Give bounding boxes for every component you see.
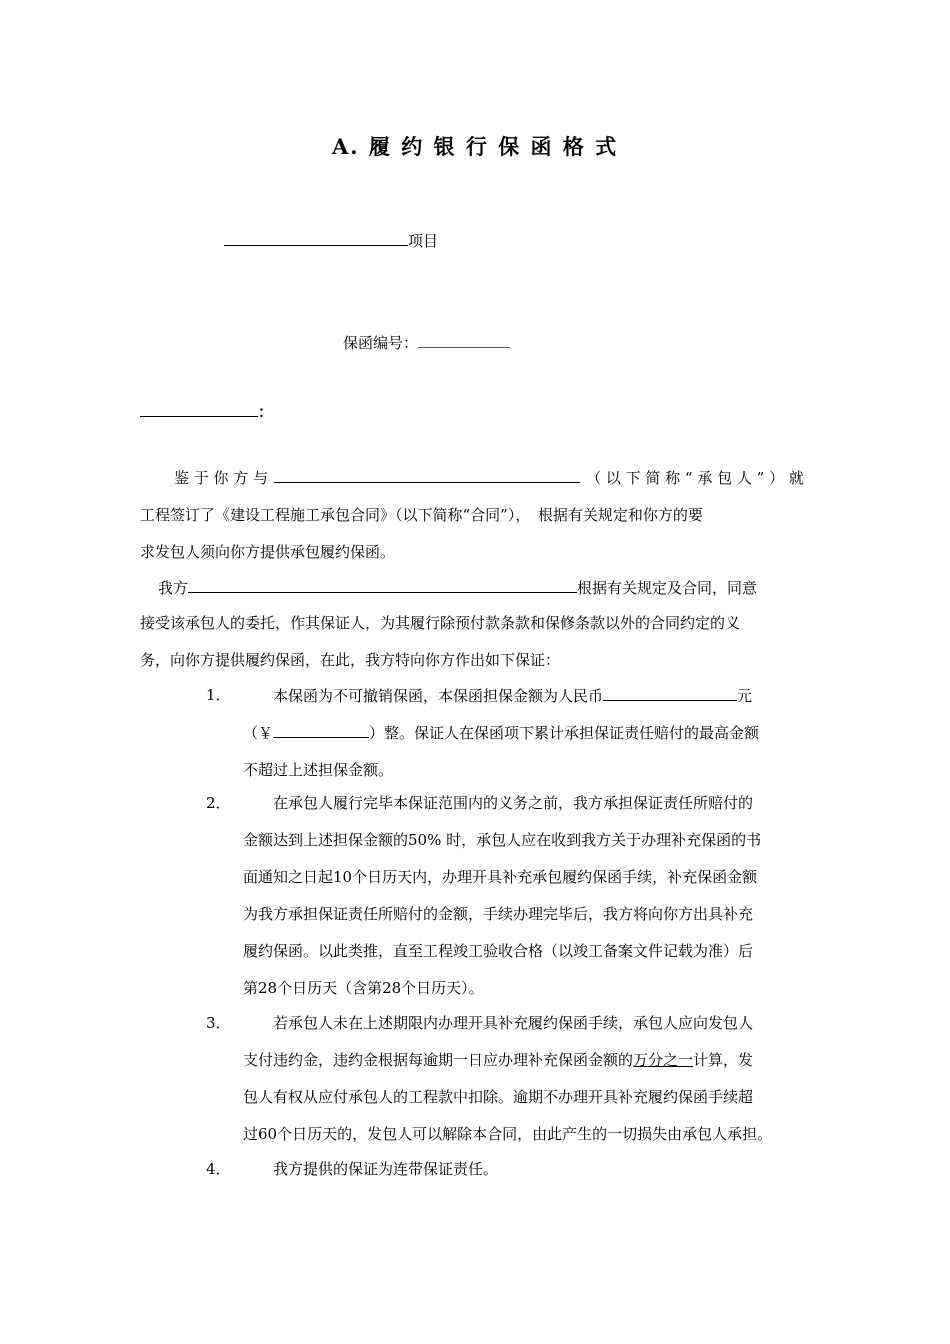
item-2-line-5: 履约保函。以此类推，直至工程竣工验收合格（以竣工备案文件记载为准）后	[243, 942, 754, 960]
item-2-line-4: 为我方承担保证责任所赔付的金额，手续办理完毕后，我方将向你方出具补充	[243, 905, 754, 923]
item-1-number: 1．	[206, 686, 231, 704]
item-3-number: 3．	[206, 1014, 231, 1032]
item-1-line-1	[273, 685, 752, 706]
guarantor-name-blank[interactable]	[188, 577, 577, 593]
penalty-rate: 万分之一	[633, 1051, 694, 1069]
amount-figures-blank[interactable]	[273, 722, 369, 738]
amount-words-blank[interactable]	[603, 685, 737, 701]
para2-line-2: 接受该承包人的委托，作其保证人，为其履行除预付款条款和保修条款以外的合同约定的义	[140, 614, 741, 632]
para2-line-3: 务，向你方提供履约保函，在此，我方特向你方作出如下保证：	[140, 651, 561, 669]
project-line	[224, 230, 438, 251]
item-3-text-b: 计算，发	[693, 1051, 754, 1069]
project-name-blank[interactable]	[224, 230, 408, 246]
item-2-line-3: 面通知之日起10个日历天内，办理开具补充承包履约保函手续，补充保函金额	[243, 868, 758, 886]
item-1-text-c: （￥	[243, 724, 274, 742]
item-3-line-1: 若承包人未在上述期限内办理开具补充履约保函手续，承包人应向发包人	[273, 1014, 754, 1032]
project-suffix: 项目	[408, 232, 439, 250]
guarantee-number-label: 保函编号：	[343, 334, 419, 352]
item-1-line-2	[243, 722, 759, 743]
item-2-line-2: 金额达到上述担保金额的50% 时，承包人应在收到我方关于办理补充保函的书	[243, 831, 762, 849]
item-1-text-b: 元	[737, 687, 753, 705]
recipient-colon: ：	[258, 403, 274, 421]
guarantee-number-blank[interactable]	[418, 332, 510, 348]
item-1-text-a: 本保函为不可撤销保函，本保函担保金额为人民币	[273, 687, 604, 705]
para2-text-a: 我方	[158, 579, 189, 597]
intro-text-b: （ 以 下 简 称 “ 承 包 人 ” ） 就	[586, 469, 804, 487]
recipient-blank[interactable]	[140, 401, 258, 417]
item-2-line-6: 第28个日历天（含第28个日历天）。	[243, 979, 484, 997]
item-3-line-4: 过60个日历天的，发包人可以解除本合同，由此产生的一切损失由承包人承担。	[243, 1125, 773, 1143]
guarantee-number-line	[343, 332, 510, 353]
para2-text-b: 根据有关规定及合同，同意	[577, 579, 758, 597]
intro-line-3: 求发包人须向你方提供承包履约保函。	[140, 543, 396, 561]
intro-line-2: 工程签订了《建设工程施工承包合同》（以下简称“合同”）， 根据有关规定和你方的要	[140, 506, 703, 524]
item-2-number: 2．	[206, 794, 231, 812]
intro-text-a: 鉴 于 你 方 与	[174, 469, 269, 487]
item-2-line-1: 在承包人履行完毕本保证范围内的义务之前，我方承担保证责任所赔付的	[273, 794, 754, 812]
intro-line-1	[174, 467, 804, 488]
para2-line-1	[158, 577, 757, 598]
recipient-line	[140, 401, 273, 422]
contractor-name-blank[interactable]	[274, 467, 580, 483]
item-3-line-2	[243, 1050, 753, 1070]
document-title: A. 履 约 银 行 保 函 格 式	[332, 134, 619, 159]
item-4-number: 4．	[206, 1160, 231, 1178]
item-3-line-3: 包人有权从应付承包人的工程款中扣除。逾期不办理开具补充履约保函手续超	[243, 1088, 754, 1106]
item-3-text-a: 支付违约金，违约金根据每逾期一日应办理补充保函金额的	[243, 1051, 634, 1069]
item-1-line-3: 不超过上述担保金额。	[243, 761, 394, 779]
item-4-line-1: 我方提供的保证为连带保证责任。	[273, 1160, 499, 1178]
item-1-text-d: ）整。保证人在保函项下累计承担保证责任赔付的最高金额	[369, 724, 760, 742]
